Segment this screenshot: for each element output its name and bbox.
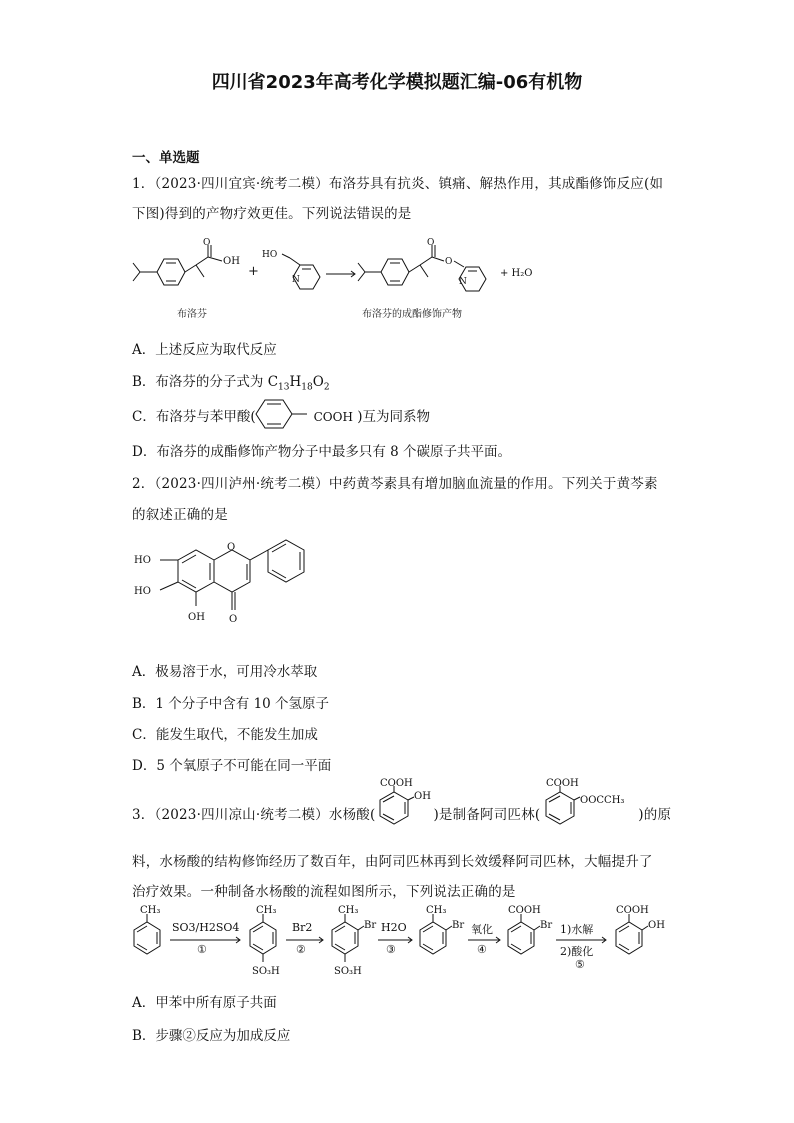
q2-option-a: A．极易溶于水，可用冷水萃取 [132,664,318,680]
svg-text:HO: HO [134,555,151,566]
svg-text:SO₃H: SO₃H [334,966,362,977]
svg-text:O: O [227,542,236,553]
aspirin-structure [534,780,664,830]
q1-option-b: B．布洛芬的分子式为 $C_{13}H_{18}O_2$ [132,374,330,393]
product-label: 布洛芬的成酯修饰产物 [362,309,462,320]
ibuprofen-label: 布洛芬 [177,309,207,320]
svg-text:CH₃: CH₃ [426,905,447,916]
q1-option-c: C．布洛芬与苯甲酸( COOH )互为同系物 [132,409,431,425]
step5-reagent-1: 1)水解 [560,923,594,936]
svg-text:O: O [445,257,453,267]
baicalein-structure [130,530,350,650]
q2-option-d: D．5 个氧原子不可能在同一平面 [132,758,332,774]
svg-text:OH: OH [223,256,240,267]
q1-option-a: A．上述反应为取代反应 [132,342,277,358]
svg-text:Br: Br [364,920,377,931]
page-title: 四川省2023年高考化学模拟题汇编-06有机物 [211,72,583,93]
q3-option-b: B．步骤②反应为加成反应 [132,1028,291,1044]
step1-number: ① [197,943,207,956]
svg-text:CH₃: CH₃ [338,905,359,916]
svg-text:O: O [427,238,435,248]
q2-stem-line1: 2．（2023·四川泸州·统考二模）中药黄芩素具有增加脑血流量的作用。下列关于黄芩素 [132,476,658,492]
step3-number: ③ [386,943,396,956]
svg-text:Br: Br [540,920,553,931]
svg-text:N: N [459,277,467,287]
step5-reagent-2: 2)酸化 [560,945,594,958]
section-heading: 一、单选题 [132,150,200,166]
q3-stem-line2: 料，水杨酸的结构修饰经历了数百年，由阿司匹林再到长效缓释阿司匹林，大幅提升了 [132,854,653,870]
q2-stem-line2: 的叙述正确的是 [132,507,228,523]
svg-text:OH: OH [188,612,205,623]
svg-text:HO: HO [262,250,278,260]
q1-stem-line2: 下图)得到的产物疗效更佳。下列说法错误的是 [132,206,412,222]
svg-text:Br: Br [452,920,465,931]
svg-text:N: N [292,275,300,285]
q1-stem-line1: 1．（2023·四川宜宾·统考二模）布洛芬具有抗炎、镇痛、解热作用，其成酯修饰反应(如 [132,176,664,192]
svg-text:OH: OH [414,791,431,802]
step3-reagent: H2O [381,921,407,934]
svg-text:COOH: COOH [546,778,579,789]
svg-text:O: O [229,614,238,625]
q3-stem-line1: 3．（2023·四川凉山·统考二模）水杨酸( )是制备阿司匹林( )的原 [132,807,672,823]
svg-text:O: O [203,238,211,248]
svg-text:COOH: COOH [616,905,649,916]
step2-reagent: Br2 [292,921,313,934]
q2-option-b: B．1 个分子中含有 10 个氢原子 [132,696,330,712]
benzoic-acid-ring [253,397,313,431]
q1-reaction-scheme [130,237,690,307]
q1-option-d: D．布洛芬的成酯修饰产物分子中最多只有 8 个碳原子共平面。 [132,444,511,460]
svg-text:OOCCH₃: OOCCH₃ [580,795,625,806]
step1-reagent: SO3/H2SO4 [172,921,240,934]
q2-option-c: C．能发生取代，不能发生加成 [132,727,318,743]
svg-text:COOH: COOH [508,905,541,916]
svg-text:CH₃: CH₃ [256,905,277,916]
step4-number: ④ [477,943,487,956]
q3-stem-line3: 治疗效果。一种制备水杨酸的流程如图所示，下列说法正确的是 [132,884,516,900]
q3-synthesis-scheme [128,902,688,982]
step4-reagent: 氧化 [471,923,493,936]
q3-option-a: A．甲苯中所有原子共面 [132,995,277,1011]
svg-text:+ H₂O: + H₂O [500,268,533,279]
svg-text:SO₃H: SO₃H [252,966,280,977]
step5-number: ⑤ [575,958,585,971]
svg-text:CH₃: CH₃ [140,905,161,916]
svg-text:OH: OH [648,920,665,931]
salicylic-acid-structure [368,780,438,830]
svg-text:HO: HO [134,586,151,597]
step2-number: ② [296,943,306,956]
svg-text:+: + [248,264,259,279]
svg-text:COOH: COOH [380,778,413,789]
